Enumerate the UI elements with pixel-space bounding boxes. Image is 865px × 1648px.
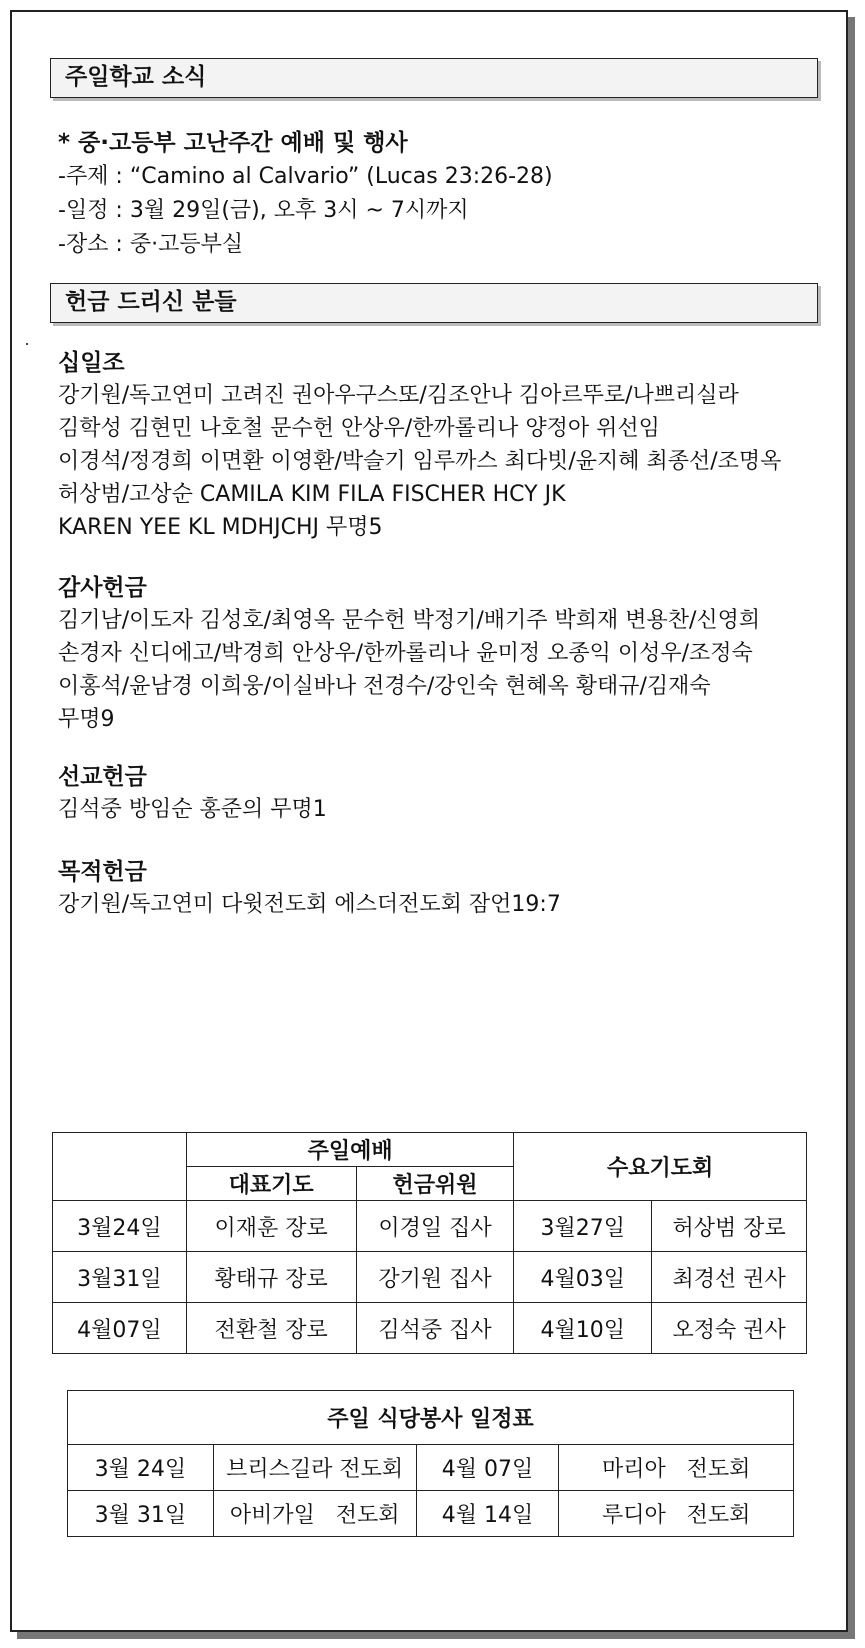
service-schedule-table xyxy=(52,1132,807,1354)
event-place: -장소 : 중·고등부실 xyxy=(58,232,244,257)
wednesday-date: 4월03일 xyxy=(514,1252,652,1303)
event-title: * 중·고등부 고난주간 예배 및 행사 xyxy=(58,130,408,156)
tithe-line: 이경석/정경희 이면환 이영환/박슬기 임루까스 최다빗/윤지혜 최종선/조명옥 xyxy=(58,449,782,474)
offering-member: 김석중 집사 xyxy=(356,1303,514,1354)
tithe-line: 허상범/고상순 CAMILA KIM FILA FISCHER HCY JK xyxy=(58,482,566,507)
service-group: 브리스길라 전도회 xyxy=(213,1445,416,1491)
empty-corner-cell xyxy=(53,1133,187,1201)
purpose-title: 목적헌금 xyxy=(58,859,147,885)
cafeteria-title: 주일 식당봉사 일정표 xyxy=(68,1391,794,1445)
tithe-line: 김학성 김현민 나호철 문수헌 안상우/한까롤리나 양정아 위선임 xyxy=(58,416,660,441)
wednesday-prayer-header: 수요기도회 xyxy=(514,1133,807,1201)
service-group: 마리아 전도회 xyxy=(559,1445,794,1491)
purpose-line: 강기원/독고연미 다윗전도회 에스더전도회 잠언19:7 xyxy=(58,892,561,917)
tithe-line: 강기원/독고연미 고려진 권아우구스또/김조안나 김아르뚜로/나쁘리실라 xyxy=(58,383,739,408)
mission-line: 김석중 방임순 홍준의 무명1 xyxy=(58,797,327,822)
service-date: 4월 07일 xyxy=(416,1445,559,1491)
prayer-leader: 이재훈 장로 xyxy=(186,1201,356,1252)
thanks-title: 감사헌금 xyxy=(58,575,147,601)
offering-committee-header: 헌금위원 xyxy=(356,1167,514,1201)
thanks-line: 무명9 xyxy=(58,707,115,732)
table-row xyxy=(68,1491,794,1537)
offering-member: 강기원 집사 xyxy=(356,1252,514,1303)
sunday-service-header: 주일예배 xyxy=(186,1133,514,1167)
service-group: 아비가일 전도회 xyxy=(213,1491,416,1537)
wednesday-date: 4월10일 xyxy=(514,1303,652,1354)
service-date: 3월 24일 xyxy=(68,1445,214,1491)
table-row xyxy=(53,1252,807,1303)
mission-title: 선교헌금 xyxy=(58,764,147,790)
thanks-line: 이홍석/윤남경 이희웅/이실바나 전경수/강인숙 현혜옥 황태규/김재숙 xyxy=(58,674,711,699)
prayer-leader: 전환철 장로 xyxy=(186,1303,356,1354)
service-group: 루디아 전도회 xyxy=(559,1491,794,1537)
wednesday-leader: 허상범 장로 xyxy=(652,1201,807,1252)
tithe-title: 십일조 xyxy=(58,350,125,376)
sunday-date: 3월24일 xyxy=(53,1201,187,1252)
sunday-date: 4월07일 xyxy=(53,1303,187,1354)
table-row xyxy=(53,1201,807,1252)
offering-member: 이경일 집사 xyxy=(356,1201,514,1252)
sunday-date: 3월31일 xyxy=(53,1252,187,1303)
wednesday-leader: 오정숙 권사 xyxy=(652,1303,807,1354)
stray-dot xyxy=(26,343,28,345)
event-schedule: -일정 : 3월 29일(금), 오후 3시 ~ 7시까지 xyxy=(58,198,469,223)
wednesday-leader: 최경선 권사 xyxy=(652,1252,807,1303)
cafeteria-schedule-table xyxy=(67,1390,794,1537)
service-date: 3월 31일 xyxy=(68,1491,214,1537)
thanks-line: 손경자 신디에고/박경희 안상우/한까롤리나 윤미정 오종익 이성우/조정숙 xyxy=(58,641,753,666)
table-row xyxy=(68,1445,794,1491)
offerings-header: 헌금 드리신 분들 xyxy=(50,283,818,323)
event-theme: -주제 : “Camino al Calvario” (Lucas 23:26-28) xyxy=(58,164,553,189)
thanks-line: 김기남/이도자 김성호/최영옥 문수헌 박정기/배기주 박희재 변용찬/신영희 xyxy=(58,608,761,633)
table-row xyxy=(53,1303,807,1354)
representative-prayer-header: 대표기도 xyxy=(186,1167,356,1201)
wednesday-date: 3월27일 xyxy=(514,1201,652,1252)
service-date: 4월 14일 xyxy=(416,1491,559,1537)
prayer-leader: 황태규 장로 xyxy=(186,1252,356,1303)
sunday-school-header: 주일학교 소식 xyxy=(50,58,818,98)
tithe-line: KAREN YEE KL MDHJCHJ 무명5 xyxy=(58,515,383,540)
